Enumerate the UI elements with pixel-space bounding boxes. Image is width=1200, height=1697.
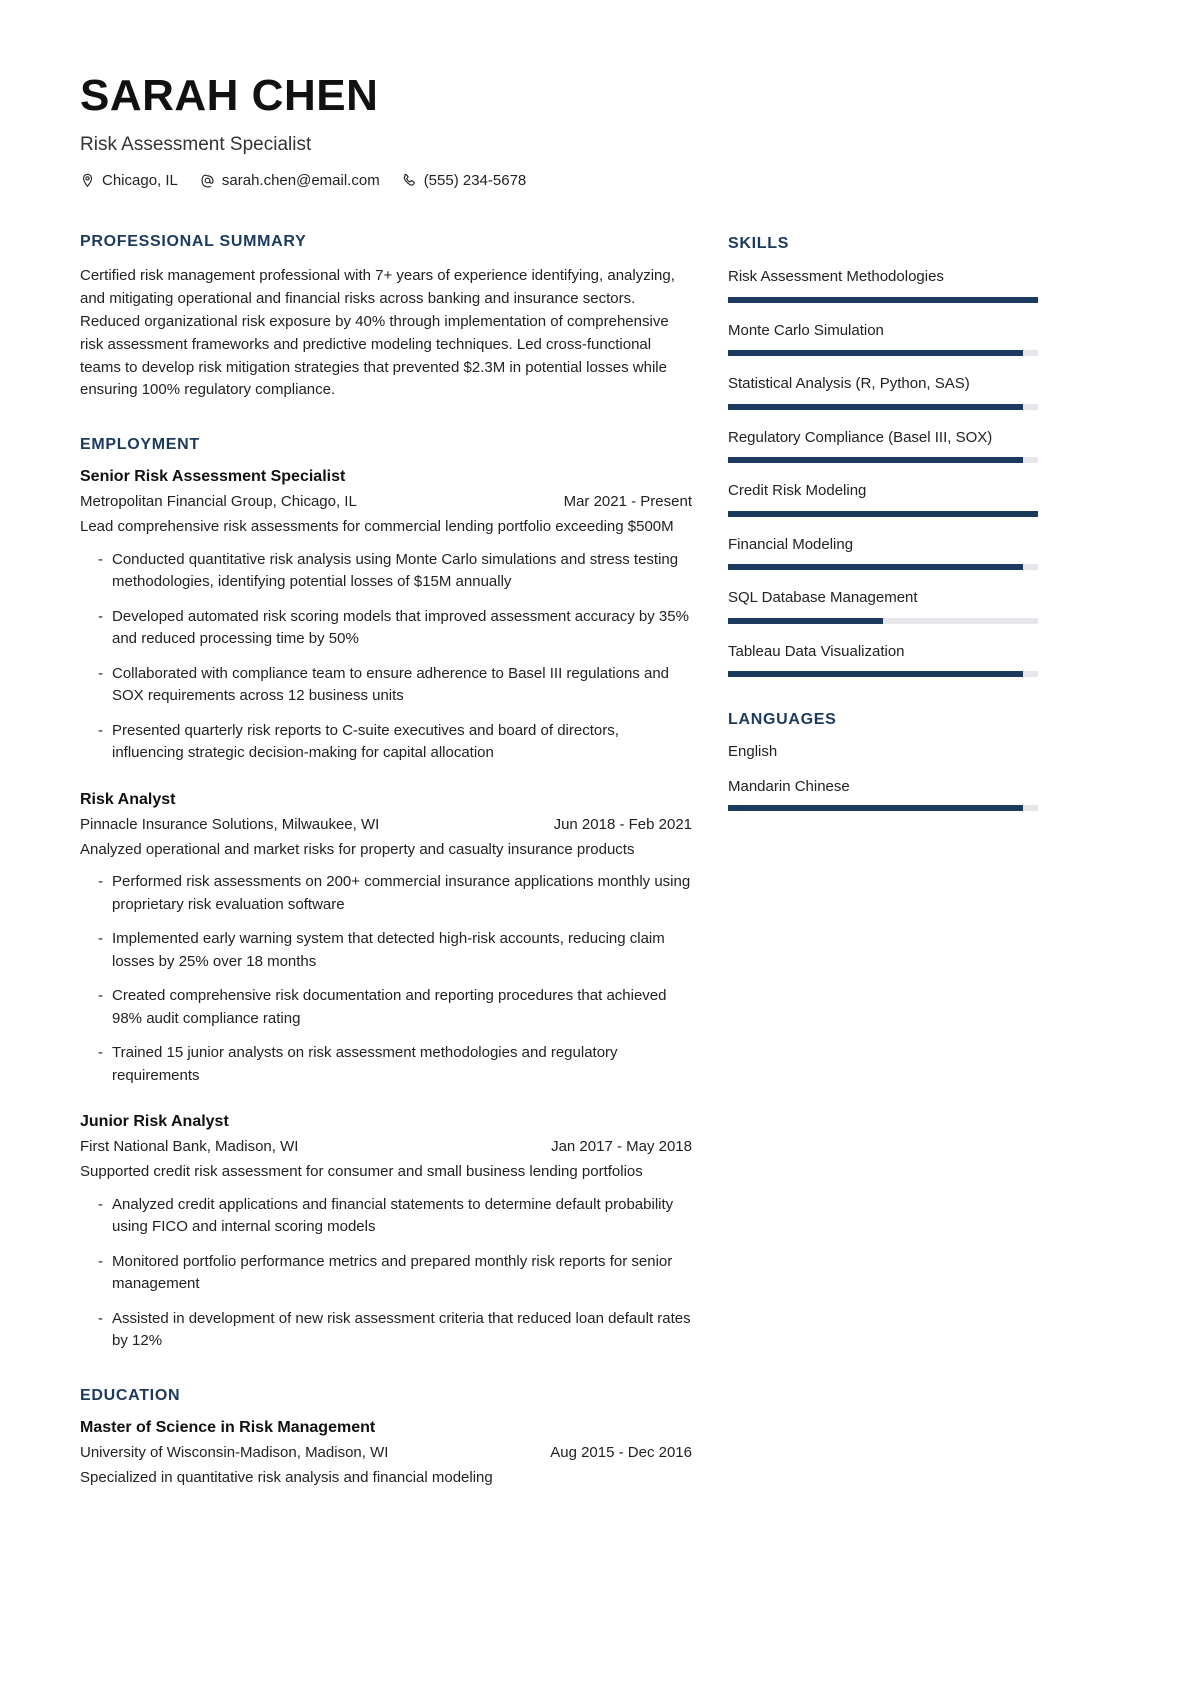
employment-entry	[80, 468, 692, 765]
bullet-item: - Assisted in development of new risk assessment criteria that reduced loan default rates by 12%	[80, 1308, 692, 1353]
section-languages	[728, 711, 1038, 811]
skill-bar-track	[728, 564, 1038, 570]
entry-dates: Jun 2018 - Feb 2021	[553, 815, 692, 833]
language-label: Mandarin Chinese	[728, 778, 850, 796]
employment-entry	[80, 1113, 692, 1353]
candidate-title: Risk Assessment Specialist	[80, 134, 312, 156]
skill-bar-fill	[728, 457, 1023, 463]
phone-icon	[402, 173, 417, 188]
skill-item	[728, 588, 1038, 624]
contact-list	[80, 172, 1120, 189]
section-education	[80, 1387, 692, 1490]
candidate-name: SARAH CHEN	[80, 71, 379, 120]
skill-bar-fill	[728, 404, 1023, 410]
bullet-item: - Performed risk assessments on 200+ commercial insurance applications monthly using proprietary risk evaluation software	[80, 871, 692, 916]
section-heading-skills: SKILLS	[728, 235, 790, 253]
skill-label: Statistical Analysis (R, Python, SAS)	[728, 375, 970, 393]
section-heading-summary: PROFESSIONAL SUMMARY	[80, 233, 307, 251]
education-institution: University of Wisconsin-Madison, Madison, WI	[80, 1443, 389, 1461]
section-professional-summary	[80, 233, 692, 402]
skill-bar-track	[728, 457, 1038, 463]
skill-bar-track	[728, 350, 1038, 356]
section-heading-employment: EMPLOYMENT	[80, 436, 200, 454]
education-entry	[80, 1419, 692, 1490]
skill-bar-track	[728, 511, 1038, 517]
skill-bar-track	[728, 404, 1038, 410]
skill-item	[728, 267, 1038, 303]
entry-bullets	[80, 871, 692, 1087]
education-dates: Aug 2015 - Dec 2016	[550, 1443, 692, 1461]
skill-bar-track	[728, 671, 1038, 677]
bullet-item: - Trained 15 junior analysts on risk assessment methodologies and regulatory requirements	[80, 1042, 692, 1087]
skill-bar-track	[728, 297, 1038, 303]
contact-email	[200, 172, 380, 189]
language-item	[728, 778, 1038, 811]
skill-item	[728, 481, 1038, 517]
resume-header	[80, 72, 1120, 189]
entry-role: Senior Risk Assessment Specialist	[80, 468, 346, 486]
entry-description: Supported credit risk assessment for consumer and small business lending portfolios	[80, 1163, 643, 1181]
skill-bar-fill	[728, 618, 883, 624]
entry-organization: Metropolitan Financial Group, Chicago, IL	[80, 493, 357, 511]
skill-label: Monte Carlo Simulation	[728, 321, 884, 339]
entry-description: Analyzed operational and market risks for property and casualty insurance products	[80, 840, 635, 858]
language-bar-fill	[728, 805, 1023, 811]
education-description: Specialized in quantitative risk analysis and financial modeling	[80, 1468, 493, 1486]
contact-email-text: sarah.chen@email.com	[221, 172, 380, 190]
skill-item	[728, 535, 1038, 571]
entry-meta	[80, 816, 692, 833]
entry-role: Risk Analyst	[80, 790, 176, 808]
skill-label: SQL Database Management	[728, 589, 918, 607]
summary-text: Certified risk management professional with 7+ years of experience identifying, analyzing, and mitigating operational and financial risks across banking and insurance sectors. Reduced organizational risk exposure by 40% through implementation of comprehensive risk assessment frameworks and predictive modeling techniques. Led cross-functional teams to develop risk mitigation strategies that prevented $2.3M in potential losses while ensuring 100% regulatory compliance.	[80, 267, 675, 399]
skill-bar-fill	[728, 564, 1023, 570]
section-heading-languages: LANGUAGES	[728, 711, 837, 729]
skill-item	[728, 428, 1038, 464]
bullet-item: - Collaborated with compliance team to ensure adherence to Basel III regulations and SOX requirements across 12 business units	[80, 663, 692, 708]
contact-phone	[402, 172, 527, 189]
entry-organization: First National Bank, Madison, WI	[80, 1138, 299, 1156]
bullet-item: - Monitored portfolio performance metrics and prepared monthly risk reports for senior management	[80, 1251, 692, 1296]
bullet-item: - Conducted quantitative risk analysis using Monte Carlo simulations and stress testing methodologies, identifying potential losses of $15M annually	[80, 549, 692, 594]
sidebar-column	[728, 233, 1038, 845]
bullet-item: - Created comprehensive risk documentation and reporting procedures that achieved 98% audit compliance rating	[80, 985, 692, 1030]
skill-bar-fill	[728, 671, 1023, 677]
employment-entry	[80, 791, 692, 1088]
entry-description: Lead comprehensive risk assessments for commercial lending portfolio exceeding $500M	[80, 518, 674, 536]
entry-meta	[80, 493, 692, 510]
bullet-item: - Developed automated risk scoring models that improved assessment accuracy by 35% and reduced processing time by 50%	[80, 606, 692, 651]
language-label: English	[728, 743, 778, 761]
skill-bar-track	[728, 618, 1038, 624]
section-employment	[80, 436, 692, 1353]
skill-item	[728, 374, 1038, 410]
contact-location	[80, 172, 178, 189]
main-column	[80, 233, 692, 1523]
entry-dates: Mar 2021 - Present	[563, 493, 692, 511]
contact-phone-text: (555) 234-5678	[423, 172, 527, 190]
entry-dates: Jan 2017 - May 2018	[551, 1138, 692, 1156]
entry-meta	[80, 1138, 692, 1155]
section-skills	[728, 235, 1038, 677]
resume-body	[80, 233, 1120, 1523]
entry-organization: Pinnacle Insurance Solutions, Milwaukee, WI	[80, 815, 380, 833]
education-degree: Master of Science in Risk Management	[80, 1418, 376, 1436]
skill-item	[728, 321, 1038, 357]
section-heading-education: EDUCATION	[80, 1386, 181, 1404]
skill-bar-fill	[728, 350, 1023, 356]
entry-bullets	[80, 549, 692, 765]
language-item	[728, 743, 1038, 760]
skill-bar-fill	[728, 297, 1038, 303]
entry-role: Junior Risk Analyst	[80, 1113, 229, 1131]
skill-bar-fill	[728, 511, 1038, 517]
skill-label: Credit Risk Modeling	[728, 482, 867, 500]
skill-label: Tableau Data Visualization	[728, 642, 905, 660]
entry-bullets	[80, 1194, 692, 1353]
at-email-icon	[200, 173, 215, 188]
education-meta	[80, 1444, 692, 1461]
skill-label: Financial Modeling	[728, 535, 854, 553]
contact-location-text: Chicago, IL	[102, 172, 178, 190]
skill-label: Risk Assessment Methodologies	[728, 268, 944, 286]
language-bar-track	[728, 805, 1038, 811]
bullet-item: - Presented quarterly risk reports to C-suite executives and board of directors, influencing strategic decision-making for capital allocation	[80, 720, 692, 765]
bullet-item: - Implemented early warning system that detected high-risk accounts, reducing claim losses by 25% over 18 months	[80, 928, 692, 973]
location-pin-icon	[80, 173, 95, 188]
bullet-item: - Analyzed credit applications and financial statements to determine default probability using FICO and internal scoring models	[80, 1194, 692, 1239]
skill-label: Regulatory Compliance (Basel III, SOX)	[728, 428, 993, 446]
skill-item	[728, 642, 1038, 678]
